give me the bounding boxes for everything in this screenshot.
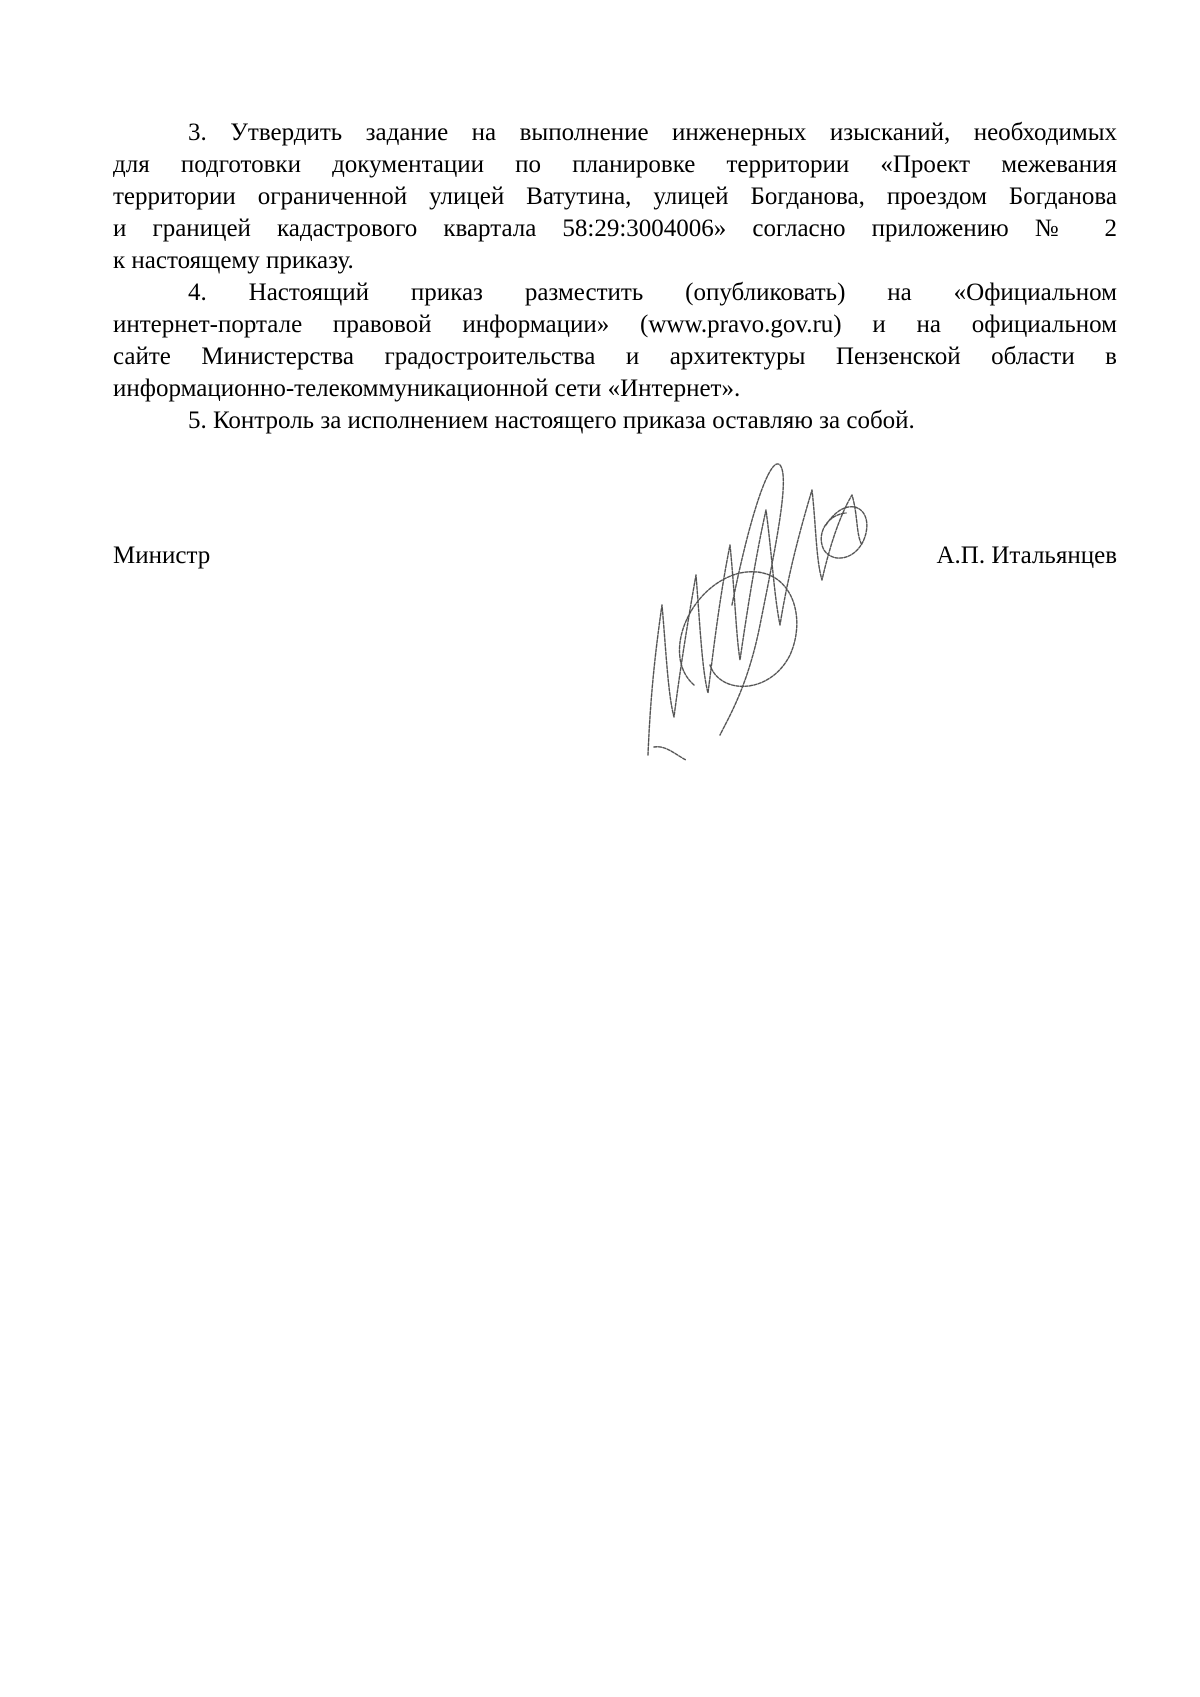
paragraph-3-line-2: для подготовки документации по планировке территории «Проект межевания xyxy=(113,151,1117,178)
paragraph-4-line-1: 4. Настоящий приказ разместить (опубликовать) на «Официальном xyxy=(188,279,1117,306)
paragraph-4-line-3: сайте Министерства градостроительства и архитектуры Пензенской области в xyxy=(113,343,1117,370)
paragraph-5-line-1: 5. Контроль за исполнением настоящего приказа оставляю за собой. xyxy=(188,407,915,434)
paragraph-3-line-4: и границей кадастрового квартала 58:29:3004006» согласно приложению № 2 xyxy=(113,215,1117,242)
paragraph-3-line-3: территории ограниченной улицей Ватутина, улицей Богданова, проездом Богданова xyxy=(113,183,1117,210)
signatory-name: А.П. Итальянцев xyxy=(936,542,1117,569)
paragraph-3-line-5: к настоящему приказу. xyxy=(113,247,354,274)
signatory-position: Министр xyxy=(113,542,211,569)
paragraph-3-line-1: 3. Утвердить задание на выполнение инженерных изысканий, необходимых xyxy=(188,119,1117,146)
paragraph-4-line-4: информационно-телекоммуникационной сети «Интернет». xyxy=(113,375,741,402)
paragraph-4-line-2: интернет-портале правовой информации» (www.pravo.gov.ru) и на официальном xyxy=(113,311,1117,338)
handwritten-signature xyxy=(640,455,880,765)
